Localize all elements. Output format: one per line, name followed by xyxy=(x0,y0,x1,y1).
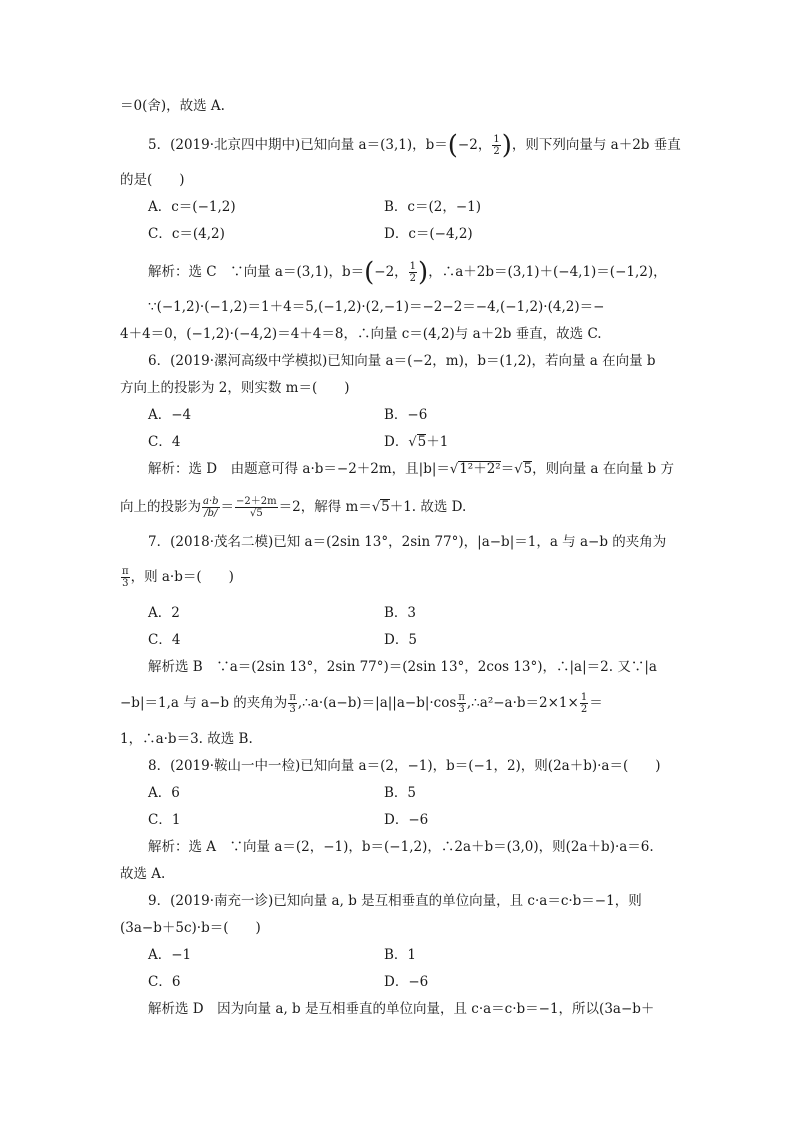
text-line: 解析：选 A ∵向量 a＝(2，−1)，b＝(−1,2)，∴2a＋b＝(3,0)，则(2a＋b)·a＝6. xyxy=(148,839,654,855)
fraction-numerator: π xyxy=(458,692,465,703)
fraction-denominator: 2 xyxy=(409,273,417,284)
left-paren: ( xyxy=(447,130,458,161)
fraction-numerator: π xyxy=(122,566,129,577)
text-line: ∵(−1,2)·(−1,2)＝1＋4＝5,(−1,2)·(2,−1)＝−2−2＝−4,(−1,2)·(4,2)＝− xyxy=(148,299,605,315)
question-6-stem: 6．(2019·漯河高级中学模拟)已知向量 a＝(−2，m)，b＝(1,2)，若向量 a 在向量 b xyxy=(148,353,656,369)
text-run: ，∴a＋2b＝(3,1)＋(−4,1)＝(−1,2)， xyxy=(428,264,667,280)
text-run: ＋1 xyxy=(426,434,449,450)
text-line: 1，∴a·b＝3. 故选 B. xyxy=(120,731,253,747)
text-run: ，则向量 a 在向量 b 方 xyxy=(532,461,674,477)
text-line: 方向上的投影为 2，则实数 m＝( ) xyxy=(120,380,350,396)
radicand: 5 xyxy=(523,461,533,477)
fraction-numerator: 1 xyxy=(493,134,500,145)
text-run: ，则下列向量与 a＋2b 垂直 xyxy=(511,137,681,153)
solution-5-line-1 xyxy=(148,257,667,288)
fraction xyxy=(288,692,297,715)
option-d xyxy=(384,432,448,453)
text-run: ,∴a·(a−b)＝|a||a−b|·cos xyxy=(297,695,457,711)
sqrt-sign: √ xyxy=(371,500,381,515)
option-b: B．3 xyxy=(384,605,417,621)
solution-7-line-2 xyxy=(120,692,603,715)
question-5-stem xyxy=(148,130,681,161)
fraction xyxy=(202,496,220,519)
right-paren: ) xyxy=(501,130,512,161)
text-line: 4＋4＝0，(−1,2)·(−4,2)＝4＋4＝8，∴向量 c＝(4,2)与 a＋2b 垂直，故选 C. xyxy=(120,326,602,342)
option-a: A．c＝(−1,2) xyxy=(148,199,236,215)
option-c: C．4 xyxy=(148,632,181,648)
option-a: A．−4 xyxy=(148,407,192,423)
text-run: ＝ xyxy=(589,695,603,711)
fraction-numerator: π xyxy=(289,692,296,703)
fraction-denominator: 3 xyxy=(458,704,465,715)
text-line: 故选 A. xyxy=(120,866,166,882)
question-7-stem: 7．(2018·茂名二模)已知 a＝(2sin 13°，2sin 77°)，|a−b|＝1，a 与 a−b 的夹角为 xyxy=(148,534,667,550)
text-run: D． xyxy=(384,434,409,450)
text-run: 向上的投影为 xyxy=(120,499,201,515)
option-d: D．−6 xyxy=(384,812,429,828)
radicand: 5 xyxy=(417,434,427,450)
option-d: D．−6 xyxy=(384,974,429,990)
fraction-numerator: 1 xyxy=(409,261,417,272)
text-run: ＝2，解得 m＝ xyxy=(278,499,372,515)
text-run: ＝ xyxy=(500,461,515,477)
solution-6-line-2 xyxy=(120,496,466,519)
radicand: 5 xyxy=(381,499,390,515)
question-7-stem-2 xyxy=(120,566,234,589)
option-b: B．5 xyxy=(384,785,417,801)
text-run: −b|＝1,a 与 a−b 的夹角为 xyxy=(120,695,288,711)
option-d: D．5 xyxy=(384,632,417,648)
text-line: 解析选 B ∵a＝(2sin 13°，2sin 77°)＝(2sin 13°，2cos 13°)，∴|a|＝2. 又∵|a xyxy=(148,659,657,675)
fraction-denominator: 2 xyxy=(493,146,500,157)
text-run: 5．(2019·北京四中期中)已知向量 a＝(3,1)，b＝ xyxy=(148,137,448,153)
option-c: C．4 xyxy=(148,434,181,450)
option-c: C．1 xyxy=(148,812,181,828)
right-paren: ) xyxy=(418,257,429,288)
text-run: ，则 a·b＝( ) xyxy=(130,569,234,585)
radicand: 1²＋2² xyxy=(459,461,501,477)
fraction-denominator: /b/ xyxy=(204,508,218,519)
fraction xyxy=(235,496,278,519)
option-b: B．c＝(2，−1) xyxy=(384,199,482,215)
text-line: 的是( ) xyxy=(120,172,185,188)
fraction-numerator: 1 xyxy=(580,692,588,703)
text-line: (3a−b＋5c)·b＝( ) xyxy=(120,920,261,936)
sqrt-sign: √ xyxy=(449,462,459,477)
option-b: B．1 xyxy=(384,947,417,963)
solution-6-line-1 xyxy=(148,459,674,480)
fraction xyxy=(492,134,500,157)
text-run: 解析：选 C ∵向量 a＝(3,1)，b＝ xyxy=(148,264,365,280)
fraction xyxy=(121,566,130,589)
text-line: ＝0(舍)，故选 A. xyxy=(120,98,225,114)
option-b: B．−6 xyxy=(384,407,428,423)
text-line: 解析选 D 因为向量 a, b 是互相垂直的单位向量，且 c·a＝c·b＝−1，所以(3a−b＋ xyxy=(148,1001,655,1017)
fraction-denominator: 3 xyxy=(122,578,129,589)
question-8-stem: 8．(2019·鞍山一中一检)已知向量 a＝(2，−1)，b＝(−1，2)，则(2a＋b)·a＝( ) xyxy=(148,758,661,774)
text-run: ＋1. 故选 D. xyxy=(389,499,467,515)
text-run: 解析：选 D 由题意可得 a·b＝−2＋2m，且|b|＝ xyxy=(148,461,450,477)
sqrt-sign: √ xyxy=(514,462,523,477)
option-d: D．c＝(−4,2) xyxy=(384,226,473,242)
fraction-denominator: 2 xyxy=(580,704,588,715)
option-c: C．c＝(4,2) xyxy=(148,226,225,242)
text-run: ,∴a²−a·b＝2×1× xyxy=(466,695,579,711)
fraction-numerator: −2＋2m xyxy=(236,496,277,507)
left-paren: ( xyxy=(364,257,375,288)
question-9-stem: 9．(2019·南充一诊)已知向量 a, b 是互相垂直的单位向量，且 c·a＝c·b＝−1，则 xyxy=(148,893,642,909)
fraction xyxy=(409,261,417,284)
option-a: A．6 xyxy=(148,785,180,801)
fraction xyxy=(457,692,466,715)
fraction xyxy=(580,692,588,715)
sqrt-sign: √ xyxy=(408,435,417,450)
fraction-numerator: a·b xyxy=(203,496,219,507)
option-a: A．−1 xyxy=(148,947,192,963)
text-run: −2， xyxy=(374,264,408,280)
text-run: −2， xyxy=(457,137,492,153)
fraction-denominator: √5 xyxy=(249,508,263,519)
text-run: ＝ xyxy=(220,499,235,515)
fraction-denominator: 3 xyxy=(289,704,296,715)
option-c: C．6 xyxy=(148,974,181,990)
option-a: A．2 xyxy=(148,605,180,621)
